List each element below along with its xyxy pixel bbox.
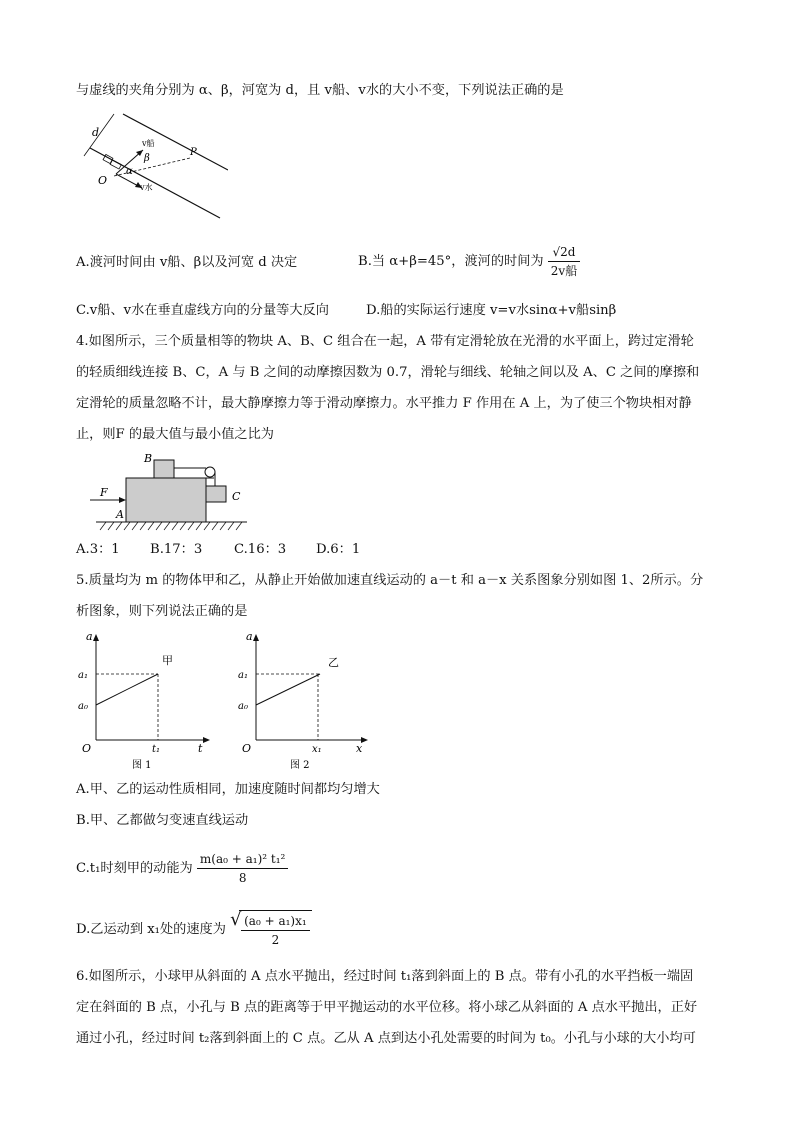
q4-option-a: A.3：1 — [76, 542, 120, 557]
q4-option-d: D.6：1 — [316, 542, 361, 557]
q4-option-c: C.16：3 — [234, 542, 287, 557]
q6-line-2: 定在斜面的 B 点，小孔与 B 点的距离等于甲平抛运动的水平位移。将小球乙从斜面的 A 点水平抛出，正好 — [76, 1000, 698, 1015]
svg-text:甲: 甲 — [162, 654, 173, 667]
svg-text:a₀: a₀ — [78, 701, 88, 712]
svg-text:x₁: x₁ — [312, 744, 322, 755]
svg-text:O: O — [82, 742, 92, 755]
q4-blocks-figure — [82, 450, 252, 532]
q5-line-2: 析图象，则下列说法正确的是 — [76, 604, 248, 619]
svg-text:β: β — [144, 153, 150, 164]
svg-text:图 2: 图 2 — [290, 760, 310, 770]
q5-option-d: D.乙运动到 x₁处的速度为 √ $\frac{\text{(a₀ + a₁)x₁}}{2}$ — [76, 910, 312, 949]
q5-option-d-fraction: $\frac{\text{(a₀ + a₁)x₁}}{2}$ — [241, 912, 310, 949]
q5-figure-1 — [76, 628, 216, 770]
q6-line-1: 6.如图所示，小球甲从斜面的 A 点水平抛出，经过时间 t₁落到斜面上的 B 点。带有小孔的水平挡板一端固 — [76, 969, 694, 984]
svg-text:a: a — [86, 630, 93, 643]
q3-option-c: C.v船、v水在垂直虚线方向的分量等大反向 — [76, 303, 329, 318]
q5-option-a: A.甲、乙的运动性质相同，加速度随时间都均匀增大 — [76, 782, 380, 797]
q5-option-c-fraction: $\frac{\text{m(a₀ + a₁)² t₁²}}{8}$ — [197, 850, 288, 887]
svg-text:图 1: 图 1 — [132, 760, 152, 770]
svg-text:d: d — [92, 126, 100, 139]
svg-text:a₁: a₁ — [78, 670, 88, 681]
q3-option-b: B.当 α+β=45°，渡河的时间为 $\frac{√2d}{\text{2v船}}$ — [358, 243, 580, 280]
q3-option-b-fraction: $\frac{√2d}{\text{2v船}}$ — [548, 243, 580, 280]
svg-text:a₀: a₀ — [238, 701, 248, 712]
q3-option-d: D.船的实际运行速度 v=v水sinα+v船sinβ — [366, 303, 617, 318]
q5-option-b: B.甲、乙都做匀变速直线运动 — [76, 813, 249, 828]
q4-line-3: 定滑轮的质量忽略不计，最大静摩擦力等于滑动摩擦力。水平推力 F 作用在 A 上，为了使三个物块相对静 — [76, 396, 692, 411]
q4-line-2: 的轻质细线连接 B、C，A 与 B 之间的动摩擦因数为 0.7，滑轮与细线、轮轴之间以及 A、C 之间的摩擦和 — [76, 365, 700, 380]
svg-text:t: t — [198, 742, 203, 755]
q3-option-a: A.渡河时间由 v船、β以及河宽 d 决定 — [76, 255, 298, 270]
svg-text:C: C — [232, 490, 241, 503]
svg-text:v水: v水 — [140, 183, 153, 192]
q4-line-1: 4.如图所示，三个质量相等的物块 A、B、C 组合在一起，A 带有定滑轮放在光滑的水平面上，跨过定滑轮 — [76, 334, 694, 349]
svg-text:a₁: a₁ — [238, 670, 248, 681]
q5-option-d-sqrt: √ $\frac{\text{(a₀ + a₁)x₁}}{2}$ — [230, 910, 312, 949]
svg-text:B: B — [144, 452, 153, 465]
q4-option-b: B.17：3 — [150, 542, 203, 557]
q5-line-1: 5.质量均为 m 的物体甲和乙，从静止开始做加速直线运动的 a－t 和 a－x 关系图象分别如图 1、2所示。分 — [76, 573, 704, 588]
q3-river-figure — [78, 108, 228, 223]
svg-text:a: a — [246, 630, 253, 643]
q5-figure-2 — [236, 628, 376, 770]
svg-text:O: O — [98, 174, 108, 187]
svg-text:t₁: t₁ — [152, 744, 161, 755]
q6-line-3: 通过小孔，经过时间 t₂落到斜面上的 C 点。乙从 A 点到达小孔处需要的时间为 t₀。小孔与小球的大小均可 — [76, 1031, 696, 1046]
q5-option-c: C.t₁时刻甲的动能为 $\frac{\text{m(a₀ + a₁)² t₁²}}{8}$ — [76, 850, 288, 887]
svg-text:F: F — [100, 486, 108, 499]
q4-line-4: 止，则F 的最大值与最小值之比为 — [76, 427, 274, 442]
svg-text:P: P — [190, 147, 197, 158]
svg-text:v船: v船 — [142, 139, 155, 148]
q3-stem-tail: 与虚线的夹角分别为 α、β，河宽为 d，且 v船、v水的大小不变，下列说法正确的是 — [76, 83, 564, 98]
svg-text:A: A — [116, 508, 124, 521]
svg-text:乙: 乙 — [328, 656, 339, 669]
svg-text:O: O — [242, 742, 252, 755]
svg-text:α: α — [126, 166, 133, 177]
svg-text:x: x — [356, 742, 363, 755]
